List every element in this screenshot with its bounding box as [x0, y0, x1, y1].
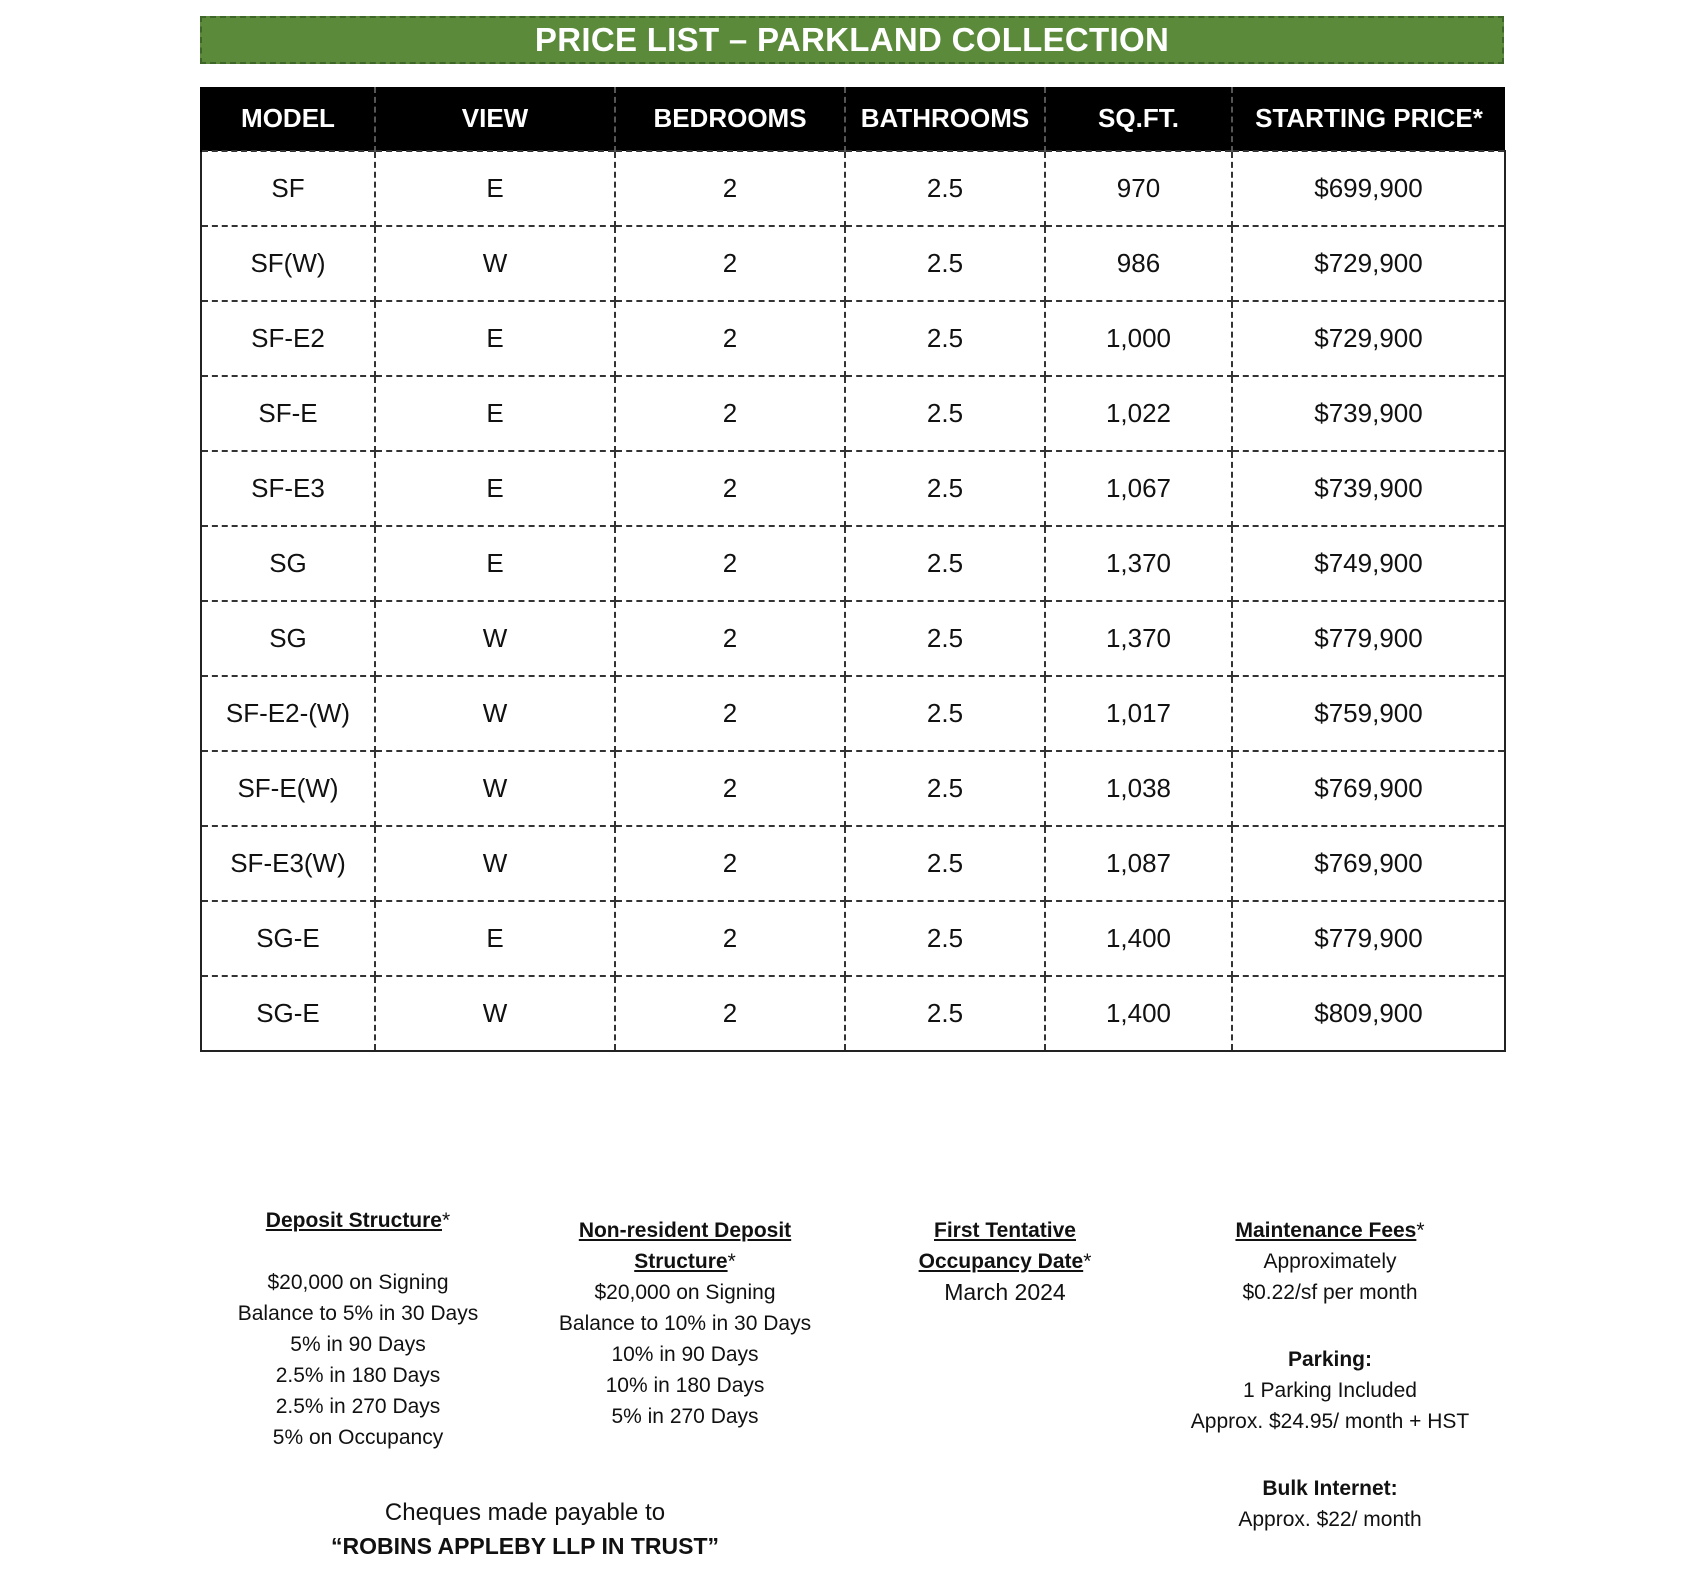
table-header-row: [201, 87, 1505, 151]
cell-starting-price: $769,900: [1232, 826, 1505, 901]
cell-bedrooms: 2: [615, 901, 845, 976]
cell-bathrooms: 2.5: [845, 526, 1045, 601]
cell-model: SG-E: [201, 976, 375, 1051]
maintenance-heading: Maintenance Fees: [1235, 1219, 1417, 1242]
cell-starting-price: $779,900: [1232, 601, 1505, 676]
cell-sqft: 986: [1045, 226, 1232, 301]
cheques-payee: “ROBINS APPLEBY LLP IN TRUST”: [330, 1533, 720, 1559]
title-banner: [200, 16, 1504, 64]
cell-bathrooms: 2.5: [845, 301, 1045, 376]
table-row: [201, 601, 1505, 676]
cell-bathrooms: 2.5: [845, 901, 1045, 976]
cell-view: W: [375, 751, 615, 826]
cell-bedrooms: 2: [615, 301, 845, 376]
cell-sqft: 1,087: [1045, 826, 1232, 901]
cell-sqft: 1,400: [1045, 976, 1232, 1051]
cell-view: E: [375, 151, 615, 226]
table-row: [201, 451, 1505, 526]
deposit-heading: Deposit Structure: [265, 1209, 442, 1232]
cell-sqft: 1,038: [1045, 751, 1232, 826]
occupancy-asterisk: *: [1083, 1250, 1092, 1273]
nonresident-line: 5% in 270 Days: [611, 1405, 759, 1428]
deposit-line: $20,000 on Signing: [267, 1271, 449, 1294]
internet-line: Approx. $22/ month: [1238, 1508, 1422, 1531]
header-bedrooms: BEDROOMS: [615, 87, 845, 151]
cell-bathrooms: 2.5: [845, 676, 1045, 751]
cell-starting-price: $759,900: [1232, 676, 1505, 751]
cell-bedrooms: 2: [615, 151, 845, 226]
cell-bathrooms: 2.5: [845, 451, 1045, 526]
cell-model: SF-E2: [201, 301, 375, 376]
cell-bedrooms: 2: [615, 826, 845, 901]
deposit-line: 5% on Occupancy: [272, 1426, 444, 1449]
cell-bedrooms: 2: [615, 601, 845, 676]
cell-model: SF-E: [201, 376, 375, 451]
cell-bedrooms: 2: [615, 376, 845, 451]
occupancy-date: March 2024: [944, 1279, 1066, 1305]
cell-starting-price: $729,900: [1232, 226, 1505, 301]
cell-model: SF-E3: [201, 451, 375, 526]
cell-bedrooms: 2: [615, 226, 845, 301]
price-table: [200, 87, 1506, 1052]
cell-view: W: [375, 226, 615, 301]
header-view: VIEW: [375, 87, 615, 151]
parking-line: Approx. $24.95/ month + HST: [1190, 1410, 1470, 1433]
cell-model: SF(W): [201, 226, 375, 301]
parking-heading: Parking:: [1287, 1348, 1373, 1371]
cell-model: SF-E3(W): [201, 826, 375, 901]
cell-bedrooms: 2: [615, 451, 845, 526]
cell-starting-price: $779,900: [1232, 901, 1505, 976]
deposit-structure: [200, 1205, 516, 1453]
nonresident-heading-line2: Structure: [634, 1250, 728, 1273]
occupancy-heading-line1: First Tentative: [934, 1219, 1076, 1242]
cell-view: W: [375, 676, 615, 751]
deposit-line: Balance to 5% in 30 Days: [237, 1302, 479, 1325]
cell-starting-price: $729,900: [1232, 301, 1505, 376]
cell-model: SF: [201, 151, 375, 226]
table-row: [201, 526, 1505, 601]
internet-heading: Bulk Internet:: [1262, 1477, 1398, 1500]
deposit-line: 2.5% in 180 Days: [275, 1364, 441, 1387]
cell-bathrooms: 2.5: [845, 226, 1045, 301]
cell-bedrooms: 2: [615, 676, 845, 751]
deposit-asterisk: *: [442, 1209, 451, 1232]
table-row: [201, 676, 1505, 751]
cell-model: SG: [201, 526, 375, 601]
cell-bathrooms: 2.5: [845, 376, 1045, 451]
table-row: [201, 976, 1505, 1051]
table-row: [201, 151, 1505, 226]
page-title: PRICE LIST – PARKLAND COLLECTION: [534, 21, 1170, 58]
cell-starting-price: $769,900: [1232, 751, 1505, 826]
cheques-line: Cheques made payable to: [384, 1499, 666, 1526]
cell-sqft: 1,000: [1045, 301, 1232, 376]
nonresident-line: Balance to 10% in 30 Days: [558, 1312, 812, 1335]
cell-bathrooms: 2.5: [845, 601, 1045, 676]
cell-starting-price: $749,900: [1232, 526, 1505, 601]
table-row: [201, 376, 1505, 451]
cell-sqft: 1,400: [1045, 901, 1232, 976]
nonresident-heading-line1: Non-resident Deposit: [578, 1219, 792, 1242]
table-row: [201, 226, 1505, 301]
nonresident-line: 10% in 180 Days: [605, 1374, 765, 1397]
cell-view: E: [375, 451, 615, 526]
cell-starting-price: $699,900: [1232, 151, 1505, 226]
cell-view: W: [375, 601, 615, 676]
cell-sqft: 1,370: [1045, 526, 1232, 601]
deposit-line: 5% in 90 Days: [290, 1333, 426, 1356]
cell-model: SF-E2-(W): [201, 676, 375, 751]
cell-bedrooms: 2: [615, 751, 845, 826]
cell-sqft: 1,017: [1045, 676, 1232, 751]
cell-bathrooms: 2.5: [845, 826, 1045, 901]
nonresident-asterisk: *: [727, 1250, 736, 1273]
maintenance-line: Approximately: [1263, 1250, 1397, 1273]
header-starting-price: STARTING PRICE*: [1232, 87, 1505, 151]
cell-bedrooms: 2: [615, 976, 845, 1051]
table-row: [201, 826, 1505, 901]
cell-bathrooms: 2.5: [845, 751, 1045, 826]
nonresident-line: 10% in 90 Days: [611, 1343, 759, 1366]
occupancy-heading-line2: Occupancy Date: [918, 1250, 1084, 1273]
cell-starting-price: $809,900: [1232, 976, 1505, 1051]
cell-bedrooms: 2: [615, 526, 845, 601]
cell-view: E: [375, 376, 615, 451]
header-bathrooms: BATHROOMS: [845, 87, 1045, 151]
cell-bathrooms: 2.5: [845, 976, 1045, 1051]
maintenance-line: $0.22/sf per month: [1242, 1281, 1418, 1304]
cell-model: SG-E: [201, 901, 375, 976]
cell-sqft: 1,370: [1045, 601, 1232, 676]
table-row: [201, 751, 1505, 826]
cell-sqft: 1,067: [1045, 451, 1232, 526]
nonresident-line: $20,000 on Signing: [594, 1281, 776, 1304]
table-row: [201, 901, 1505, 976]
table-row: [201, 301, 1505, 376]
occupancy-info: [890, 1215, 1120, 1308]
cell-sqft: 970: [1045, 151, 1232, 226]
deposit-line: 2.5% in 270 Days: [275, 1395, 441, 1418]
cheques-payable-note: [300, 1496, 750, 1562]
maintenance-asterisk: *: [1416, 1219, 1425, 1242]
header-sqft: SQ.FT.: [1045, 87, 1232, 151]
cell-view: W: [375, 976, 615, 1051]
cell-model: SG: [201, 601, 375, 676]
cell-view: E: [375, 526, 615, 601]
parking-line: 1 Parking Included: [1243, 1379, 1417, 1402]
cell-view: E: [375, 301, 615, 376]
nonresident-deposit-structure: [540, 1215, 830, 1432]
maintenance-fees: [1165, 1215, 1495, 1535]
header-model: MODEL: [201, 87, 375, 151]
cell-view: W: [375, 826, 615, 901]
cell-starting-price: $739,900: [1232, 376, 1505, 451]
cell-bathrooms: 2.5: [845, 151, 1045, 226]
cell-view: E: [375, 901, 615, 976]
cell-model: SF-E(W): [201, 751, 375, 826]
cell-sqft: 1,022: [1045, 376, 1232, 451]
cell-starting-price: $739,900: [1232, 451, 1505, 526]
